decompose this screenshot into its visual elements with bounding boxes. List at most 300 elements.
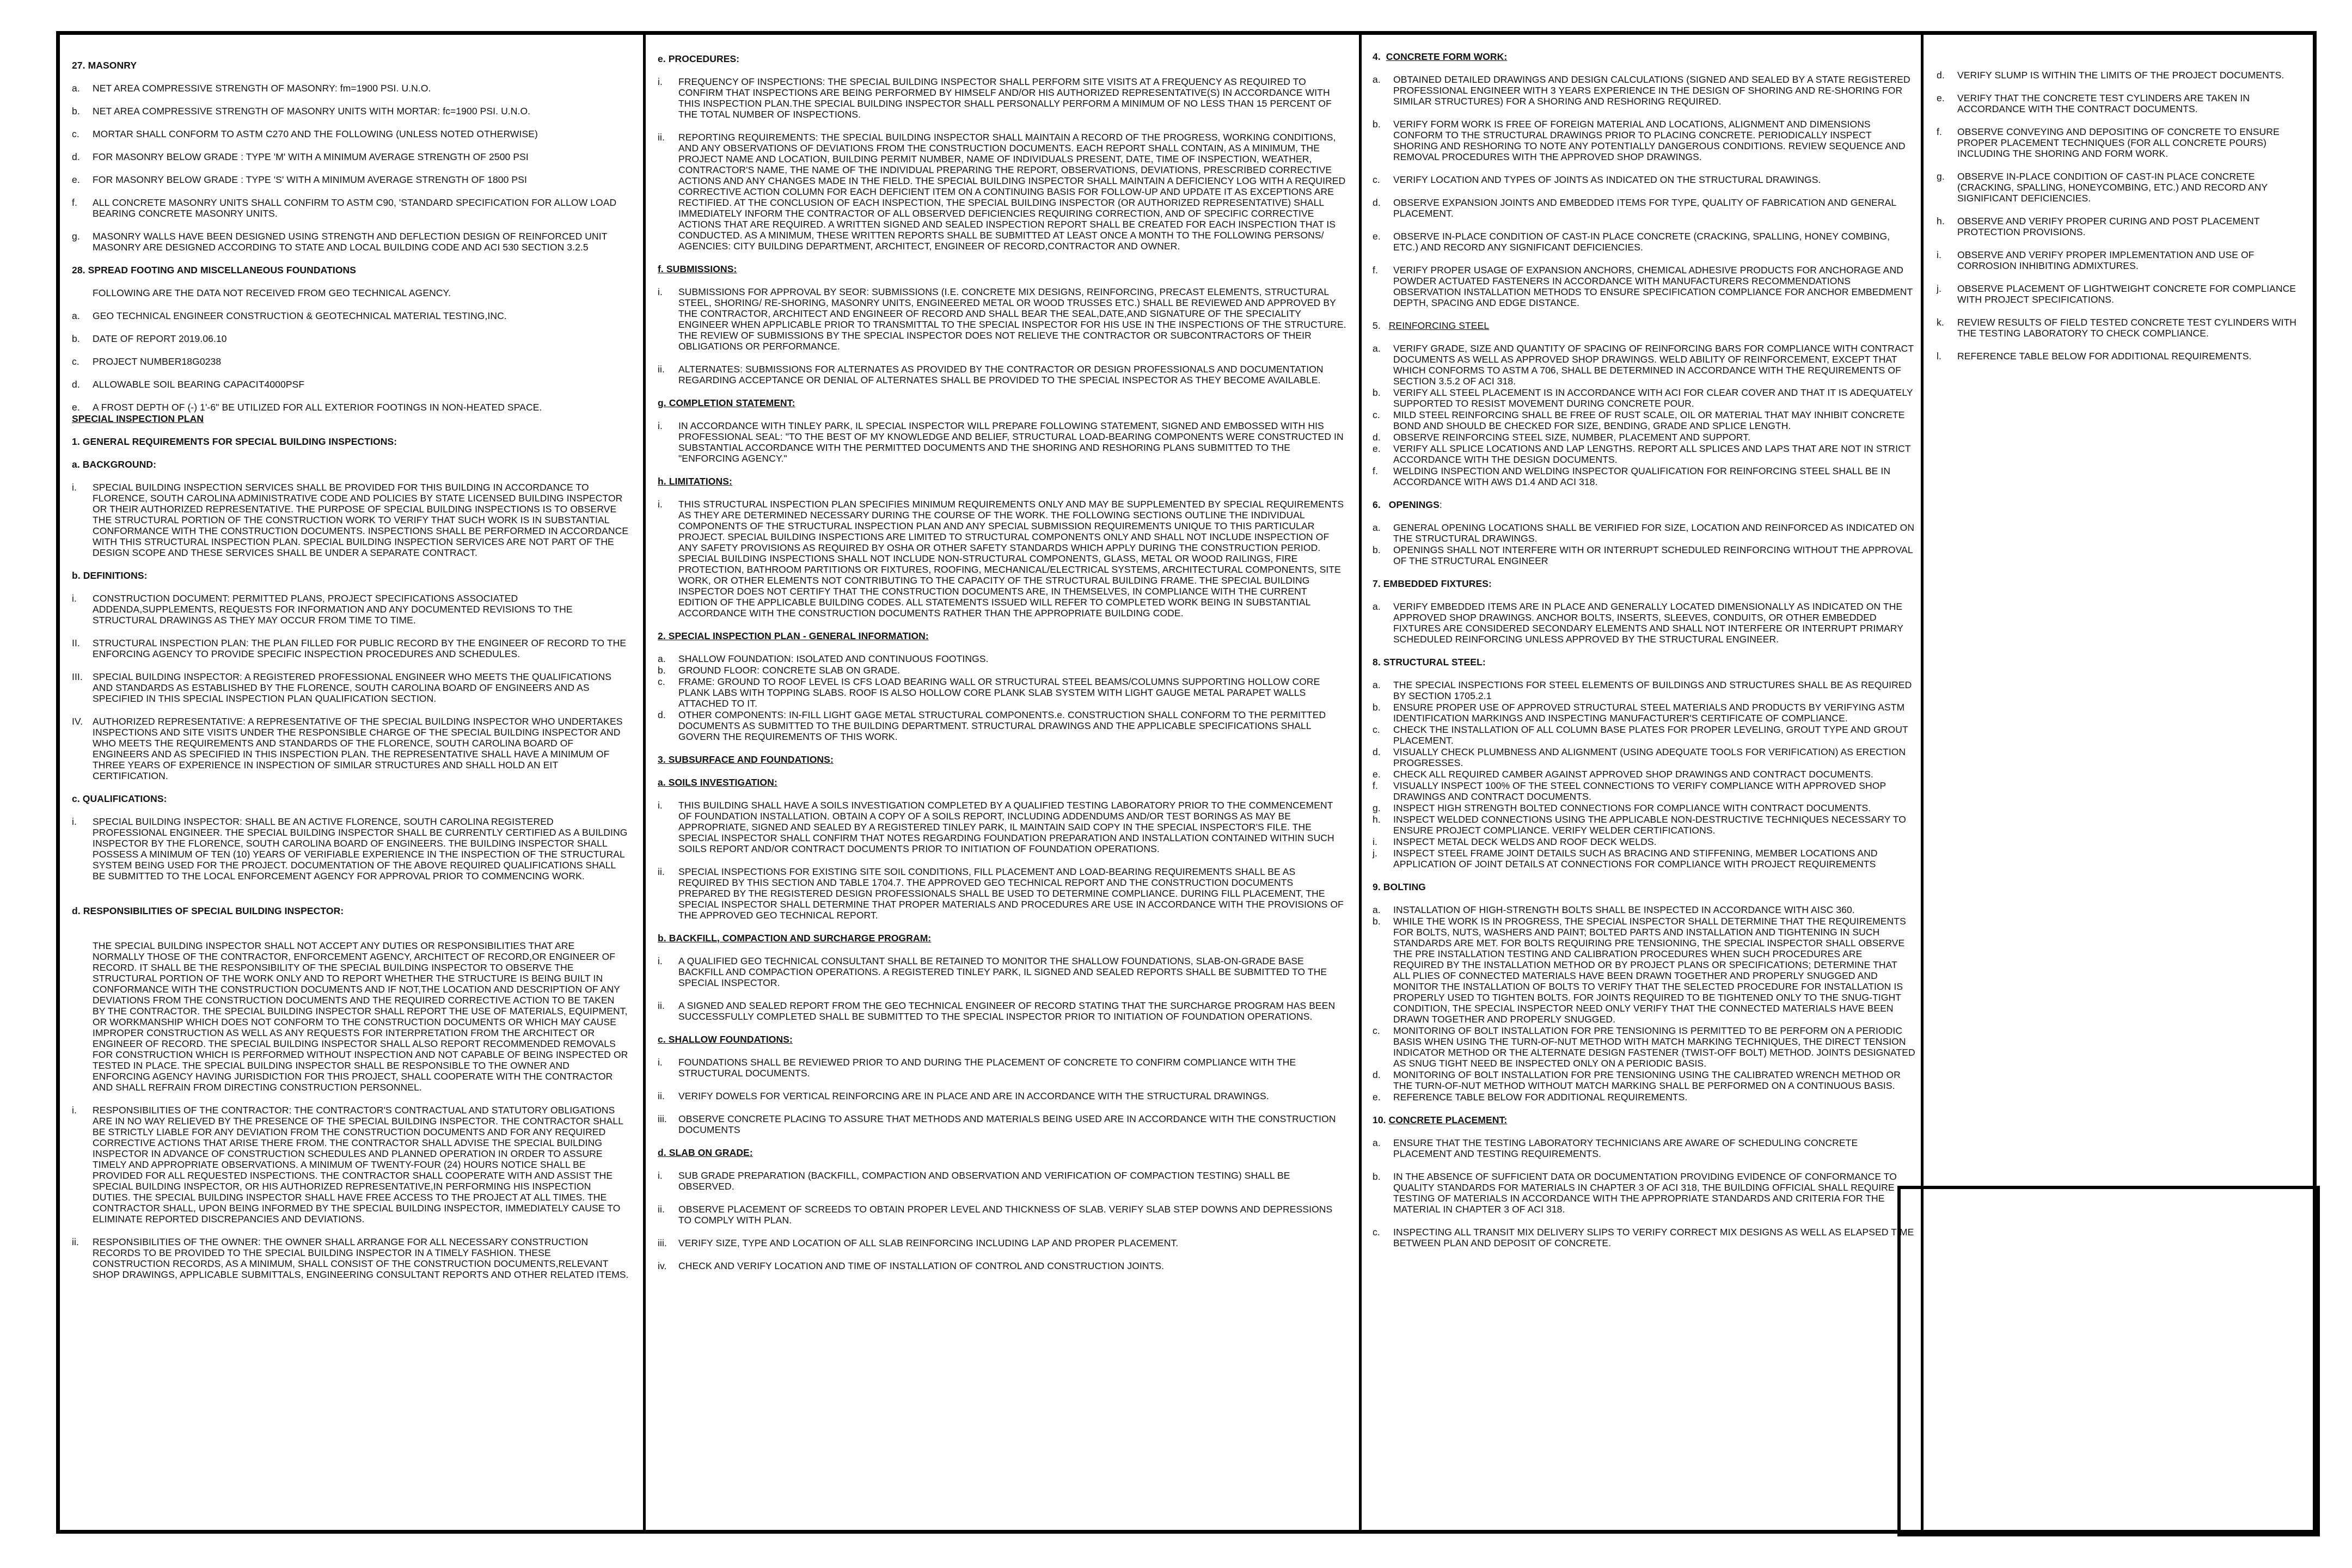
soils-list — [658, 800, 1347, 921]
list-item — [1373, 746, 1915, 768]
list-item-marker: a. — [1373, 904, 1381, 915]
list-item-marker: a. — [72, 83, 80, 94]
list-item-marker: e. — [1373, 769, 1381, 780]
notes-column-3 — [1362, 35, 1924, 1530]
list-item-text: SHALLOW FOUNDATION: ISOLATED AND CONTINUOUS FOOTINGS. — [678, 653, 989, 664]
list-item-marker: f. — [1373, 780, 1378, 791]
list-item — [658, 499, 1347, 618]
list-item-marker: e. — [1937, 93, 1945, 103]
list-item — [72, 356, 629, 367]
list-item-marker: j. — [1937, 283, 1941, 294]
list-item — [1373, 443, 1915, 465]
embedded-list — [1373, 601, 1915, 645]
qualifications-list — [72, 816, 629, 881]
list-item-text: CHECK ALL REQUIRED CAMBER AGAINST APPROVED SHOP DRAWINGS AND CONTRACT DOCUMENTS. — [1393, 769, 1873, 780]
list-item-marker: IV. — [72, 716, 83, 727]
list-item-text: REPORTING REQUIREMENTS: THE SPECIAL BUILDING INSPECTOR SHALL MAINTAIN A RECORD OF THE PROGRESS, WORKING CONDITIONS, AND ANY OBSERVATIONS OF DEVIATIONS FROM THE CONSTRUCTION DOCUMENTS. EACH REPORT SHALL CONTAIN, AS A MINIMUM, THE PROJECT NAME AND LOCATION, BUILDING PERMIT NUMBER, NAME OF INDIVIDUALS PRESENT, DATE, TIME OF INSPECTION, WEATHER, CONTRACTOR'S NAME, THE NAME OF THE INDIVIDUAL PREPARING THE REPORT, OBSERVATIONS, DEVIATIONS, PRESCRIBED CORRECTIVE ACTIONS AND ANY CHANGES MADE IN THE FIELD. THE SPECIAL BUILDING INSPECTOR SHALL MAINTAIN A DEFICIENCY LOG WITH A REQUIRED CORRECTIVE ACTION COLUMN FOR EACH DEFICIENT ITEM ON A CONTINUING BASIS FOR FOLLOW-UP AND UPDATE IT AS EXCEPTIONS ARE RECTIFIED. AT THE CONCLUSION OF EACH INSPECTION, THE SPECIAL BUILDING INSPECTOR (OR AUTHORIZED REPRESENTATIVE) SHALL IMMEDIATELY INFORM THE CONTRACTOR OF ALL OBSERVED DEFICIENCIES REQUIRING CORRECTION, AND OF SPECIFIC CORRECTIVE ACTIONS THAT ARE REQUIRED. A WRITTEN SIGNED AND SEALED INSPECTION REPORT SHALL BE CREATED FOR EACH INSPECTION THAT IS CONDUCTED. AS A MINIMUM, THESE WRITTEN REPORTS SHALL BE SUBMITTED AT LEAST ONCE A MONTH TO THE FOLLOWING PERSONS/ AGENCIES: CITY BUILDING DEPARTMENT, ARCHITECT, ENGINEER OF RECORD,CONTRACTOR AND OWNER. — [678, 132, 1346, 252]
formwork-list — [1373, 74, 1915, 308]
formwork-heading: 4. CONCRETE FORM WORK: — [1373, 51, 1508, 62]
limitations-heading: h. LIMITATIONS: — [658, 476, 732, 487]
list-item — [72, 231, 629, 253]
list-item-marker: a. — [1373, 679, 1381, 690]
list-item-text: IN ACCORDANCE WITH TINLEY PARK, IL SPECIAL INSPECTOR WILL PREPARE FOLLOWING STATEMENT, SIGNED AND EMBOSSED WITH HIS PROFESSIONAL SEAL: "TO THE BEST OF MY KNOWLEDGE AND BELIEF, STRUCTURAL LOAD-BEARING COMPONENTS WERE CONSTRUCTED IN SUBSTANTIAL ACCORDANCE WITH THE PERMITTED DOCUMENTS AND THE SHORING AND RESHORING PLANS SUBMITTED TO THE "ENFORCING AGENCY." — [678, 420, 1344, 464]
procedures-heading: e. PROCEDURES: — [658, 53, 740, 64]
list-item-text: VERIFY GRADE, SIZE AND QUANTITY OF SPACING OF REINFORCING BARS FOR COMPLIANCE WITH CONTRACT DOCUMENTS AS WELL AS APPROVED SHOP DRAWINGS. WELD ABILITY OF REINFORCEMENT, EXCEPT THAT WHICH CONFORMS TO ASTM A 706, SHALL BE DETERMINED IN ACCORDANCE WITH THE REQUIREMENTS OF SECTION 3.5.2 OF ACI 318. — [1393, 343, 1914, 387]
list-item-text: OTHER COMPONENTS: IN-FILL LIGHT GAGE METAL STRUCTURAL COMPONENTS.e. CONSTRUCTION SHALL CONFORM TO THE PERMITTED DOCUMENTS AS SUBMITTED TO THE BUILDING DEPARTMENT. STRUCTURAL DRAWINGS AND THE APPLICABLE SPECIFICATIONS SHALL GOVERN THE REQUIREMENTS OF THIS WORK. — [678, 709, 1326, 742]
list-item — [1373, 1092, 1915, 1102]
list-item-marker: b. — [72, 106, 80, 117]
list-item-marker: b. — [1373, 387, 1381, 398]
bolting-heading: 9. BOLTING — [1373, 881, 1426, 892]
list-item-marker: d. — [1373, 432, 1381, 443]
list-item — [658, 665, 1347, 676]
backfill-list — [658, 955, 1347, 1022]
list-item-text: SPECIAL BUILDING INSPECTION SERVICES SHALL BE PROVIDED FOR THIS BUILDING IN ACCORDANCE TO FLORENCE, SOUTH CAROLINA ADMINISTRATIVE CODE AND POLICIES BY STATE LICENSED BUILDING INSPECTOR OR THEIR AUTHORIZED REPRESENTATIVE. THE PURPOSE OF SPECIAL BUILDING INSPECTIONS IS TO OBSERVE THE STRUCTURAL PORTION OF THE CONSTRUCTION WORK TO VERIFY THAT SUCH WORK IS IN SUBSTANTIAL CONFORMANCE WITH THE CONSTRUCTION DOCUMENTS. INSPECTIONS SHALL BE PERFORMED IN ACCORDANCE WITH THIS STRUCTURAL INSPECTION PLAN. SPECIAL BUILDING INSPECTION SERVICES ARE NOT PART OF THE DESIGN SCOPE AND THESE SERVICES SHALL BE UNDER A SEPARATE CONTRACT. — [93, 482, 629, 558]
list-item-text: ALLOWABLE SOIL BEARING CAPACIT4000PSF — [93, 379, 305, 390]
list-item-text: WELDING INSPECTION AND WELDING INSPECTOR QUALIFICATION FOR REINFORCING STEEL SHALL BE IN ACCORDANCE WITH AWS D1.4 AND ACI 318. — [1393, 465, 1891, 487]
list-item-text: GROUND FLOOR: CONCRETE SLAB ON GRADE. — [678, 665, 901, 676]
list-item — [658, 1238, 1347, 1248]
list-item-marker: i. — [658, 1170, 663, 1181]
list-item — [72, 716, 629, 781]
list-item — [658, 132, 1347, 252]
list-item-marker: k. — [1937, 317, 1944, 328]
list-item — [72, 402, 629, 413]
list-item-text: REFERENCE TABLE BELOW FOR ADDITIONAL REQUIREMENTS. — [1957, 351, 2252, 362]
list-item — [72, 151, 629, 162]
special-inspection-plan-heading: SPECIAL INSPECTION PLAN — [72, 413, 204, 424]
list-item — [1373, 1227, 1915, 1248]
list-item-text: THIS STRUCTURAL INSPECTION PLAN SPECIFIES MINIMUM REQUIREMENTS ONLY AND MAY BE SUPPLEMENTED BY SPECIAL REQUIREMENTS AS THEY ARE DETERMINED NECESSARY DURING THE COURSE OF THE WORK. THE FOLLOWING SECTIONS OUTLINE THE INDIVIDUAL COMPONENTS OF THE STRUCTURAL INSPECTION PLAN AND ANY SPECIAL SUBMISSION REQUIREMENTS UNIQUE TO THIS PARTICULAR PROJECT. SPECIAL BUILDING INSPECTIONS ARE LIMITED TO STRUCTURAL COMPONENTS ONLY AND SHALL NOT INCLUDE INSPECTION OF ANY SAFETY PROVISIONS AS REQUIRED BY OSHA OR OTHER SAFETY STANDARDS WHICH APPLY DURING THE CONSTRUCTION PERIOD. SPECIAL BUILDING INSPECTIONS SHALL NOT INCLUDE NON-STRUCTURAL COMPONENTS, GLASS, METAL OR WOOD RAILINGS, FIRE PROTECTION, BATHROOM PARTITIONS OR FIXTURES, ROOFING, MECHANICAL/ELECTRICAL SYSTEMS, ARCHITECTURAL COMPONENTS, SITE WORK, OR OTHER ELEMENTS NOT CONTRIBUTING TO THE CAPACITY OF THE STRUCTURAL BUILDING FRAME. THE SPECIAL BUILDING INSPECTOR DOES NOT CERTIFY THAT THE CONSTRUCTION DOCUMENTS ARE, IN THEMSELVES, IN COMPLIANCE WITH THE CURRENT EDITION OF THE APPLICABLE BUILDING CODES. ALL STATEMENTS ISSUED WILL REFER TO COMPLETED WORK BEING IN SUBSTANTIAL ACCORDANCE WITH THE CONSTRUCTION DOCUMENTS RATHER THAN THE APPROPRIATE BUILDING CODE. — [678, 499, 1344, 618]
submissions-heading: f. SUBMISSIONS: — [658, 264, 737, 274]
list-item-text: VISUALLY INSPECT 100% OF THE STEEL CONNECTIONS TO VERIFY COMPLIANCE WITH APPROVED SHOP DRAWINGS AND CONTRACT DOCUMENTS. — [1393, 780, 1886, 802]
list-item — [1937, 283, 2310, 305]
list-item-text: OBSERVE IN-PLACE CONDITION OF CAST-IN PLACE CONCRETE (CRACKING, SPALLING, HONEYCOMBING, ETC.) AND RECORD ANY SIGNIFICANT DEFICIENCIES. — [1957, 171, 2268, 204]
list-item-text: FREQUENCY OF INSPECTIONS: THE SPECIAL BUILDING INSPECTOR SHALL PERFORM SITE VISITS AT A FREQUENCY AS REQUIRED TO CONFIRM THAT INSPECTIONS ARE BEING PERFORMED BY HIMSELF AND/OR HIS AUTHORIZED REPRESENTATIVE(S) IN ACCORDANCE WITH THIS INSPECTION PLAN.THE SPECIAL BUILDING INSPECTOR SHALL PERSONALLY PERFORM A MINIMUM OF NO LESS THAN 15 PERCENT OF THE TOTAL NUMBER OF INSPECTIONS. — [678, 76, 1332, 120]
list-item — [1373, 724, 1915, 746]
list-item-marker: g. — [1373, 803, 1381, 813]
list-item-marker: ii. — [72, 1236, 79, 1247]
list-item-marker: i. — [72, 593, 77, 604]
list-item-text: PROJECT NUMBER18G0238 — [93, 356, 222, 367]
list-item — [658, 709, 1347, 742]
list-item-marker: III. — [72, 671, 83, 682]
backfill-heading: b. BACKFILL, COMPACTION AND SURCHARGE PROGRAM: — [658, 933, 932, 944]
definitions-list — [72, 593, 629, 781]
list-item-text: INSTALLATION OF HIGH-STRENGTH BOLTS SHALL BE INSPECTED IN ACCORDANCE WITH AISC 360. — [1393, 904, 1855, 915]
list-item — [1373, 265, 1915, 308]
list-item — [658, 866, 1347, 921]
qualifications-heading: c. QUALIFICATIONS: — [72, 793, 167, 804]
list-item-marker: b. — [1373, 544, 1381, 555]
reinforcing-list — [1373, 343, 1915, 487]
submissions-list — [658, 286, 1347, 385]
list-item — [1373, 343, 1915, 387]
list-item-marker: i. — [1937, 249, 1941, 260]
list-item-text: FOR MASONRY BELOW GRADE : TYPE 'S' WITH A MINIMUM AVERAGE STRENGTH OF 1800 PSI — [93, 174, 527, 185]
list-item-text: THIS BUILDING SHALL HAVE A SOILS INVESTIGATION COMPLETED BY A QUALIFIED TESTING LABORATORY PRIOR TO THE COMMENCEMENT OF FOUNDATION INSTALLATION. OBTAIN A COPY OF A SOILS REPORT, INCLUDING ADDENDUMS AND/OR TEST BORINGS AS MAY BE APPROPRIATE, SIGNED AND SEALED BY A REGISTERED TINLEY PARK, IL MAINTAIN SAID COPY IN THE SPECIAL INSPECTOR'S FILE. THE SPECIAL INSPECTOR SHALL CONFIRM THAT NOTES REGARDING FOUNDATION PREPARATION AND INSTALLATION CONTAINED WITHIN SUCH SOILS REPORT AND/OR CONTRACT DOCUMENTS PRIOR TO INITIATION OF FOUNDATION OPERATIONS. — [678, 800, 1334, 854]
list-item-text: NET AREA COMPRESSIVE STRENGTH OF MASONRY UNITS WITH MORTAR: fc=1900 PSI. U.N.O. — [93, 106, 531, 117]
list-item — [72, 671, 629, 704]
list-item-marker: e. — [72, 174, 80, 185]
list-item — [658, 955, 1347, 988]
list-item — [1937, 216, 2310, 237]
list-item-marker: c. — [72, 356, 79, 367]
list-item — [658, 1000, 1347, 1022]
list-item-marker: d. — [1373, 746, 1381, 757]
list-item — [72, 83, 629, 94]
list-item-text: VISUALLY CHECK PLUMBNESS AND ALIGNMENT (USING ADEQUATE TOOLS FOR VERIFICATION) AS ERECTION PROGRESSES. — [1393, 746, 1906, 768]
list-item-marker: b. — [72, 333, 80, 344]
list-item — [1373, 544, 1915, 566]
list-item-marker: d. — [658, 709, 666, 720]
list-item-text: GENERAL OPENING LOCATIONS SHALL BE VERIFIED FOR SIZE, LOCATION AND REINFORCED AS INDICATED ON THE STRUCTURAL DRAWINGS. — [1393, 522, 1915, 544]
list-item-text: VERIFY THAT THE CONCRETE TEST CYLINDERS ARE TAKEN IN ACCORDANCE WITH THE CONTRACT DOCUMENTS. — [1957, 93, 2250, 114]
list-item-text: INSPECT STEEL FRAME JOINT DETAILS SUCH AS BRACING AND STIFFENING, MEMBER LOCATIONS AND APPLICATION OF JOINT DETAILS AT CONNECTIONS FOR COMPLIANCE WITH PROJECT REQUIREMENTS — [1393, 848, 1878, 869]
list-item-text: VERIFY PROPER USAGE OF EXPANSION ANCHORS, CHEMICAL ADHESIVE PRODUCTS FOR ANCHORAGE AND POWDER ACTUATED FASTENERS IN ACCORDANCE WITH MANUFACTURERS RECOMMENDATIONS OBSERVATION INSTALLATION METHODS TO ENSURE SPECIFICATION COMPLIANCE FOR ANCHOR EMBEDMENT DEPTH, SPACING AND EDGE DISTANCE. — [1393, 265, 1913, 308]
reinforcing-heading: 5. REINFORCING STEEL — [1373, 320, 1490, 331]
list-item — [658, 1091, 1347, 1101]
list-item-text: THE SPECIAL INSPECTIONS FOR STEEL ELEMENTS OF BUILDINGS AND STRUCTURES SHALL BE AS REQUIRED BY SECTION 1705.2.1 — [1393, 679, 1912, 701]
list-item-text: VERIFY SIZE, TYPE AND LOCATION OF ALL SLAB REINFORCING INCLUDING LAP AND PROPER PLACEMENT. — [678, 1238, 1179, 1248]
list-item-text: VERIFY EMBEDDED ITEMS ARE IN PLACE AND GENERALLY LOCATED DIMENSIONALLY AS INDICATED ON THE APPROVED SHOP DRAWINGS. ANCHOR BOLTS, INSERTS, SLEEVES, CONDUITS, OR OTHER EMBEDDED FIXTURES ARE CONSIDERED SECONDARY ELEMENTS AND SHALL NOT INTERFERE OR INTERRUPT PRIMARY SCHEDULED REINFORCING UNLESS APPROVED BY THE STRUCTURAL ENGINEER. — [1393, 601, 1903, 645]
shallow-foundations-list — [658, 1057, 1347, 1135]
list-item-marker: i. — [658, 499, 663, 510]
list-item — [1373, 814, 1915, 836]
list-item-text: MONITORING OF BOLT INSTALLATION FOR PRE TENSIONING USING THE CALIBRATED WRENCH METHOD OR THE TURN-OF-NUT METHOD WITHOUT MATCH MARKING SHALL BE PERFORMED ON A CONTINUOUS BASIS. — [1393, 1069, 1901, 1091]
list-item-marker: d. — [72, 379, 80, 390]
concrete-placement-list — [1373, 1137, 1915, 1248]
list-item-text: OBSERVE AND VERIFY PROPER IMPLEMENTATION AND USE OF CORROSION INHIBITING ADMIXTURES. — [1957, 249, 2255, 271]
list-item — [1373, 432, 1915, 443]
list-item-marker: i. — [72, 1105, 77, 1116]
list-item-text: SPECIAL BUILDING INSPECTOR: A REGISTERED PROFESSIONAL ENGINEER WHO MEETS THE QUALIFICATIONS AND STANDARDS AS ESTABLISHED BY THE FLORENCE, SOUTH CAROLINA BOARD OF ENGINEERS AND AS SPECIFIED IN THIS SPECIAL INSPECTION PLAN QUALIFICATION SECTION. — [93, 671, 611, 704]
list-item — [1373, 848, 1915, 869]
list-item-marker: c. — [1373, 174, 1380, 185]
list-item — [1373, 1025, 1915, 1069]
notes-column-1 — [60, 35, 646, 1530]
list-item-marker: b. — [1373, 702, 1381, 713]
list-item-marker: ii. — [658, 132, 665, 143]
list-item — [1937, 317, 2310, 339]
limitations-list — [658, 499, 1347, 618]
list-item-marker: a. — [72, 310, 80, 321]
list-item-marker: e. — [1373, 231, 1381, 242]
list-item — [72, 310, 629, 321]
list-item — [1937, 351, 2310, 362]
completion-list — [658, 420, 1347, 464]
list-item — [658, 653, 1347, 664]
list-item-marker: j. — [1373, 848, 1377, 859]
definitions-heading: b. DEFINITIONS: — [72, 570, 148, 581]
list-item-text: A QUALIFIED GEO TECHNICAL CONSULTANT SHALL BE RETAINED TO MONITOR THE SHALLOW FOUNDATIONS, SLAB-ON-GRADE BASE BACKFILL AND COMPACTION OPERATIONS. A REGISTERED TINLEY PARK, IL SIGNED AND SEALED REPORTS SHALL BE SUBMITTED TO THE SPECIAL INSPECTOR. — [678, 955, 1327, 988]
list-item-marker: c. — [1373, 409, 1380, 420]
list-item-text: SPECIAL BUILDING INSPECTOR: SHALL BE AN ACTIVE FLORENCE, SOUTH CAROLINA REGISTERED PROFESSIONAL ENGINEER. THE SPECIAL BUILDING INSPECTOR SHALL BE CURRENTLY CERTIFIED AS A BUILDING INSPECTOR BY THE FLORENCE, SOUTH CAROLINA BOARD OF ENGINEERS. THE BUILDING INSPECTOR SHALL POSSESS A MINIMUM OF TEN (10) YEARS OF VERIFIABLE EXPERIENCE IN THE INSPECTION OF THE STRUCTURAL SYSTEM BEING USED FOR THE PROJECT. DOCUMENTATION OF THE ABOVE REQUIRED QUALIFICATIONS SHALL BE SUBMITTED TO THE LOCAL ENFORCEMENT AGENCY FOR APPROVAL PRIOR TO COMMENCING WORK. — [93, 816, 628, 881]
list-item-text: VERIFY SLUMP IS WITHIN THE LIMITS OF THE PROJECT DOCUMENTS. — [1957, 70, 2284, 81]
list-item — [658, 1204, 1347, 1226]
list-item-text: MASONRY WALLS HAVE BEEN DESIGNED USING STRENGTH AND DEFLECTION DESIGN OF REINFORCED UNIT MASONRY ARE DESIGNED ACCORDING TO STATE AND LOCAL BUILDING CODE AND ACI 530 SECTION 3.2.5 — [93, 231, 608, 253]
list-item-marker: ii. — [658, 866, 665, 877]
list-item-marker: II. — [72, 638, 80, 648]
list-item — [1373, 174, 1915, 185]
list-item — [658, 364, 1347, 385]
list-item-text: REVIEW RESULTS OF FIELD TESTED CONCRETE TEST CYLINDERS WITH THE TESTING LABORATORY TO CHECK COMPLIANCE. — [1957, 317, 2297, 339]
list-item-marker: i. — [658, 286, 663, 297]
slab-on-grade-heading: d. SLAB ON GRADE: — [658, 1147, 753, 1158]
list-item-text: OBSERVE CONVEYING AND DEPOSITING OF CONCRETE TO ENSURE PROPER PLACEMENT TECHNIQUES (FOR ALL CONCRETE POURS) INCLUDING THE SHORING AND FORM WORK. — [1957, 126, 2280, 159]
list-item — [1937, 93, 2310, 114]
list-item — [72, 106, 629, 117]
list-item-marker: g. — [72, 231, 80, 242]
list-item-text: VERIFY ALL STEEL PLACEMENT IS IN ACCORDANCE WITH ACI FOR CLEAR COVER AND THAT IT IS ADEQUATELY SUPPORTED TO RESIST MOVEMENT DURING CONCRETE POUR. — [1393, 387, 1913, 409]
list-item — [658, 800, 1347, 854]
list-item-marker: e. — [72, 402, 80, 413]
list-item-text: INSPECT WELDED CONNECTIONS USING THE APPLICABLE NON-DESTRUCTIVE TECHNIQUES NECESSARY TO ENSURE PROJECT COMPLIANCE. VERIFY WELDER CERTIFICATIONS. — [1393, 814, 1906, 836]
list-item-marker: iii. — [658, 1238, 667, 1248]
list-item-text: INSPECT HIGH STRENGTH BOLTED CONNECTIONS FOR COMPLIANCE WITH CONTRACT DOCUMENTS. — [1393, 803, 1871, 813]
list-item-text: DATE OF REPORT 2019.06.10 — [93, 333, 227, 344]
list-item-text: ALTERNATES: SUBMISSIONS FOR ALTERNATES AS PROVIDED BY THE CONTRACTOR OR DESIGN PROFESSIONALS AND DOCUMENTATION REGARDING ACCEPTANCE OR DENIAL OF ALTERNATES SHALL BE PROVIDED TO THE SPECIAL INSPECTOR AS THEY BECOME AVAILABLE. — [678, 364, 1324, 385]
list-item — [1373, 702, 1915, 724]
list-item-marker: d. — [1937, 70, 1945, 81]
list-item-text: IN THE ABSENCE OF SUFFICIENT DATA OR DOCUMENTATION PROVIDING EVIDENCE OF CONFORMANCE TO QUALITY STANDARDS FOR MATERIALS IN CHAPTER 3 OF ACI 318, THE BUILDING OFFICIAL SHALL REQUIRE TESTING OF MATERIALS IN ACCORDANCE WITH THE APPROPRIATE STANDARDS AND CRITERIA FOR THE MATERIAL IN CHAPTER 3 OF ACI 318. — [1393, 1171, 1897, 1215]
list-item — [658, 1260, 1347, 1271]
spread-footing-list — [72, 310, 629, 413]
concrete-placement-continued-list — [1937, 70, 2310, 362]
list-item-text: INSPECT METAL DECK WELDS AND ROOF DECK WELDS. — [1393, 836, 1657, 847]
list-item — [72, 333, 629, 344]
list-item-marker: c. — [72, 128, 79, 139]
list-item — [1373, 465, 1915, 487]
list-item — [72, 128, 629, 139]
list-item-text: VERIFY FORM WORK IS FREE OF FOREIGN MATERIAL AND LOCATIONS, ALIGNMENT AND DIMENSIONS CONFORM TO THE STRUCTURAL DRAWINGS PRIOR TO PLACING CONCRETE. PERIODICALLY INSPECT SHORING AND RESHORING TO NOTE ANY POTENTIALLY DANGEROUS CONDITIONS. REVIEW SEQUENCE AND REMOVAL PROCEDURES WITH THE APPROVED SHOP DRAWINGS. — [1393, 119, 1906, 162]
list-item-marker: d. — [72, 151, 80, 162]
list-item-marker: b. — [1373, 1171, 1381, 1182]
list-item — [1373, 803, 1915, 813]
list-item — [1373, 522, 1915, 544]
list-item-text: RESPONSIBILITIES OF THE OWNER: THE OWNER SHALL ARRANGE FOR ALL NECESSARY CONSTRUCTION RECORDS TO BE PROVIDED TO THE SPECIAL BUILDING INSPECTOR IN A TIMELY FASHION. THESE CONSTRUCTION RECORDS, AS A MINIMUM, SHALL CONSIST OF THE CONSTRUCTION DOCUMENTS,RELEVANT SHOP DRAWINGS, APPLICABLE SUBMITTALS, ENGINEERING CONSULTANT REPORTS AND OTHER RELATED ITEMS. — [93, 1236, 629, 1280]
list-item-marker: b. — [1373, 119, 1381, 130]
list-item-marker: h. — [1373, 814, 1381, 825]
list-item-marker: i. — [658, 955, 663, 966]
list-item — [658, 76, 1347, 120]
list-item-text: INSPECTING ALL TRANSIT MIX DELIVERY SLIPS TO VERIFY CORRECT MIX DESIGNS AS WELL AS ELAPSED TIME BETWEEN PLAN AND DEPOSIT OF CONCRETE. — [1393, 1227, 1914, 1248]
list-item-text: ALL CONCRETE MASONRY UNITS SHALL CONFIRM TO ASTM C90, 'STANDARD SPECIFICATION FOR ALLOW LOAD BEARING CONCRETE MASONRY UNITS. — [93, 197, 617, 219]
bolting-list — [1373, 904, 1915, 1102]
list-item-text: SPECIAL INSPECTIONS FOR EXISTING SITE SOIL CONDITIONS, FILL PLACEMENT AND LOAD-BEARING REQUIREMENTS SHALL BE AS REQUIRED BY THIS SECTION AND TABLE 1704.7. THE APPROVED GEO TECHNICAL REPORT AND THE CONSTRUCTION DOCUMENTS PREPARED BY THE REGISTERED DESIGN PROFESSIONALS SHALL BE USED TO DETERMINE COMPLIANCE. DURING FILL PLACEMENT, THE SPECIAL INSPECTOR SHALL DETERMINE THAT PROPER MATERIALS AND PROCEDURES ARE USE IN ACCORDANCE WITH THE PROVISIONS OF THE APPROVED GEO TECHNICAL REPORT. — [678, 866, 1344, 921]
list-item — [658, 1170, 1347, 1192]
list-item-text: ENSURE PROPER USE OF APPROVED STRUCTURAL STEEL MATERIALS AND PRODUCTS BY VERIFYING ASTM IDENTIFICATION MARKINGS AND INSPECTING MANUFACTURER'S CERTIFICATE OF COMPLIANCE. — [1393, 702, 1905, 724]
openings-heading: 6. OPENINGS: — [1373, 499, 1442, 510]
list-item — [72, 197, 629, 219]
list-item — [1373, 197, 1915, 219]
structural-steel-heading: 8. STRUCTURAL STEEL: — [1373, 657, 1486, 667]
list-item-marker: d. — [1373, 197, 1381, 208]
sip-general-list — [658, 653, 1347, 742]
list-item — [658, 1057, 1347, 1079]
list-item-marker: ii. — [658, 1091, 665, 1101]
list-item — [658, 676, 1347, 709]
list-item — [72, 593, 629, 626]
list-item-text: OBTAINED DETAILED DRAWINGS AND DESIGN CALCULATIONS (SIGNED AND SEALED BY A STATE REGISTERED PROFESSIONAL ENGINEER WITH 3 YEARS EXPERIENCE IN THE DESIGN OF SHORING AND RE-SHORING FOR SIMILAR STRUCTURES) FOR A SHORING AND RESHORING REQUIRED. — [1393, 74, 1910, 107]
list-item-marker: b. — [1373, 916, 1381, 927]
list-item-marker: i. — [658, 800, 663, 811]
list-item — [1373, 1069, 1915, 1091]
spread-footing-heading: 28. SPREAD FOOTING AND MISCELLANEOUS FOUNDATIONS — [72, 265, 357, 275]
list-item — [1373, 74, 1915, 107]
sip-general-heading: 2. SPECIAL INSPECTION PLAN - GENERAL INFORMATION: — [658, 630, 929, 641]
list-item-text: CHECK AND VERIFY LOCATION AND TIME OF INSTALLATION OF CONTROL AND CONSTRUCTION JOINTS. — [678, 1260, 1165, 1271]
list-item-text: STRUCTURAL INSPECTION PLAN: THE PLAN FILLED FOR PUBLIC RECORD BY THE ENGINEER OF RECORD TO THE ENFORCING AGENCY TO PROVIDE SPECIFIC INSPECTION PROCEDURES AND SCHEDULES. — [93, 638, 627, 659]
list-item — [72, 174, 629, 185]
list-item — [1373, 836, 1915, 847]
list-item-text: OBSERVE PLACEMENT OF LIGHTWEIGHT CONCRETE FOR COMPLIANCE WITH PROJECT SPECIFICATIONS. — [1957, 283, 2296, 305]
list-item — [658, 1113, 1347, 1135]
responsibilities-body: THE SPECIAL BUILDING INSPECTOR SHALL NOT ACCEPT ANY DUTIES OR RESPONSIBILITIES THAT ARE NORMALLY THOSE OF THE CONTRACTOR, ENFORCEMENT AGENCY, ARCHITECT OF RECORD,OR ENGINEER OF RECORD. IT SHALL BE THE RESPONSIBILITY OF THE SPECIAL BUILDING INSPECTOR TO OBSERVE THE STRUCTURAL PORTION OF THE WORK ONLY AND TO REPORT WHETHER THE STRUCTURE IS BEING BUILT IN CONFORMANCE WITH THE CONSTRUCTION DOCUMENTS AND IF NOT,THE LOCATION AND DESCRIPTION OF ANY DEVIATIONS FROM THE CONSTRUCTION DOCUMENTS AND THE REQUIRED CORRECTIVE ACTION TO BE TAKEN BY THE CONTRACTOR. THE SPECIAL BUILDING INSPECTOR SHALL REPORT THE USE OF MATERIALS, EQUIPMENT, OR WORKMANSHIP WHICH DOES NOT CONFORM TO THE CONSTRUCTION DOCUMENTS OR WHICH MAY CAUSE IMPROPER CONSTRUCTION AS WELL AS ANY REQUESTS FOR INTERPRETATION FROM THE ARCHITECT OR ENGINEER OF RECORD. THE SPECIAL BUILDING INSPECTOR SHALL ALSO REPORT RECOMMENDED REMOVALS FOR CONSTRUCTION WHICH IS PERFORMED WITHOUT INSPECTION AND NOT CAPABLE OF BEING INSPECTED OR TESTED IN PLACE. THE SPECIAL BUILDING INSPECTOR SHALL BE RESPONSIBLE TO THE OWNER AND ENFORCING AGENCY HAVING JURISDICTION FOR THIS PROJECT, SHALL COOPERATE WITH THE CONTRACTOR AND SHALL REFRAIN FROM DIRECTING CONSTRUCTION PERSONNEL. — [93, 940, 628, 1093]
list-item-text: CHECK THE INSTALLATION OF ALL COLUMN BASE PLATES FOR PROPER LEVELING, GROUT TYPE AND GROUT PLACEMENT. — [1393, 724, 1908, 746]
list-item-marker: i. — [658, 1057, 663, 1068]
completion-heading: g. COMPLETION STATEMENT: — [658, 397, 795, 408]
list-item-text: VERIFY ALL SPLICE LOCATIONS AND LAP LENGTHS. REPORT ALL SPLICES AND LAPS THAT ARE NOT IN STRICT ACCORDANCE WITH THE DESIGN DOCUMENTS. — [1393, 443, 1911, 465]
list-item-text: MILD STEEL REINFORCING SHALL BE FREE OF RUST SCALE, OIL OR MATERIAL THAT MAY INHIBIT CONCRETE BOND AND SHOULD BE CHECKED FOR SIZE, BENDING, GRADE AND SPLICE LENGTH. — [1393, 409, 1905, 431]
general-requirements-heading: 1. GENERAL REQUIREMENTS FOR SPECIAL BUILDING INSPECTIONS: — [72, 436, 397, 447]
list-item-marker: e. — [1373, 1092, 1381, 1102]
list-item-marker: l. — [1937, 351, 1941, 362]
list-item — [1373, 409, 1915, 431]
list-item — [1373, 231, 1915, 253]
list-item — [1373, 387, 1915, 409]
list-item — [1373, 1137, 1915, 1159]
list-item-marker: iii. — [658, 1113, 667, 1124]
list-item-text: GEO TECHNICAL ENGINEER CONSTRUCTION & GEOTECHNICAL MATERIAL TESTING,INC. — [93, 310, 507, 321]
list-item-marker: a. — [1373, 601, 1381, 612]
shallow-foundations-heading: c. SHALLOW FOUNDATIONS: — [658, 1034, 793, 1045]
list-item-marker: f. — [1373, 265, 1378, 275]
notes-column-2 — [646, 35, 1362, 1530]
list-item-text: SUB GRADE PREPARATION (BACKFILL, COMPACTION AND OBSERVATION AND VERIFICATION OF COMPACTION TESTING) SHALL BE OBSERVED. — [678, 1170, 1290, 1192]
list-item-text: OBSERVE PLACEMENT OF SCREEDS TO OBTAIN PROPER LEVEL AND THICKNESS OF SLAB. VERIFY SLAB STEP DOWNS AND DEPRESSIONS TO COMPLY WITH PLAN. — [678, 1204, 1333, 1226]
list-item-text: FOUNDATIONS SHALL BE REVIEWED PRIOR TO AND DURING THE PLACEMENT OF CONCRETE TO CONFIRM COMPLIANCE WITH THE STRUCTURAL DOCUMENTS. — [678, 1057, 1296, 1079]
list-item — [72, 816, 629, 881]
list-item-marker: ii. — [658, 1000, 665, 1011]
list-item-marker: i. — [658, 76, 663, 87]
soils-heading: a. SOILS INVESTIGATION: — [658, 777, 777, 788]
list-item-marker: e. — [1373, 443, 1381, 454]
list-item-text: VERIFY DOWELS FOR VERTICAL REINFORCING ARE IN PLACE AND ARE IN ACCORDANCE WITH THE STRUCTURAL DRAWINGS. — [678, 1091, 1269, 1101]
list-item — [1373, 780, 1915, 802]
list-item — [1937, 70, 2310, 81]
list-item-text: OBSERVE EXPANSION JOINTS AND EMBEDDED ITEMS FOR TYPE, QUALITY OF FABRICATION AND GENERAL PLACEMENT. — [1393, 197, 1896, 219]
structural-steel-list — [1373, 679, 1915, 869]
list-item-marker: f. — [1373, 465, 1378, 476]
list-item — [72, 1236, 629, 1280]
list-item-marker: ii. — [658, 1204, 665, 1215]
list-item-marker: i. — [1373, 836, 1377, 847]
list-item-text: FOR MASONRY BELOW GRADE : TYPE 'M' WITH A MINIMUM AVERAGE STRENGTH OF 2500 PSI — [93, 151, 529, 162]
subsurface-heading: 3. SUBSURFACE AND FOUNDATIONS: — [658, 754, 834, 765]
list-item-marker: c. — [1373, 724, 1380, 735]
list-item-text: SUBMISSIONS FOR APPROVAL BY SEOR: SUBMISSIONS (I.E. CONCRETE MIX DESIGNS, REINFORCING, PRECAST ELEMENTS, STRUCTURAL STEEL, SHORING/ RE-SHORING, MASONRY UNITS, ENGINEERED METAL OR WOOD TRUSSES ETC.) SHALL BE REVIEWED AND APPROVED BY THE CONTRACTOR, ARCHITECT AND ENGINEER OF RECORD AND SHALL BEAR THE SEAL,DATE,AND SIGNATURE OF THE SPECIALITY ENGINEER WHEN APPLICABLE PRIOR TO TRANSMITTAL TO THE SPECIAL INSPECTOR FOR HIS USE IN THE INSPECTIONS OF THE STRUCTURE. THE REVIEW OF SUBMISSIONS BY THE SPECIAL INSPECTOR DOES NOT RELIEVE THE CONTRACTOR OR SUBCONTRACTORS OF THEIR OBLIGATIONS OR PERFORMANCE. — [678, 286, 1346, 352]
list-item — [72, 482, 629, 558]
list-item-text: MORTAR SHALL CONFORM TO ASTM C270 AND THE FOLLOWING (UNLESS NOTED OTHERWISE) — [93, 128, 538, 139]
list-item-marker: c. — [1373, 1025, 1380, 1036]
background-list — [72, 482, 629, 558]
list-item — [1937, 126, 2310, 159]
list-item-marker: a. — [658, 653, 666, 664]
list-item-text: OBSERVE REINFORCING STEEL SIZE, NUMBER, PLACEMENT AND SUPPORT. — [1393, 432, 1751, 443]
procedures-list — [658, 76, 1347, 252]
list-item-text: VERIFY LOCATION AND TYPES OF JOINTS AS INDICATED ON THE STRUCTURAL DRAWINGS. — [1393, 174, 1821, 185]
list-item — [1937, 171, 2310, 204]
list-item-marker: f. — [72, 197, 77, 208]
masonry-heading: 27. MASONRY — [72, 60, 137, 71]
list-item — [1373, 916, 1915, 1025]
list-item — [658, 286, 1347, 352]
list-item — [72, 1105, 629, 1224]
list-item — [1937, 249, 2310, 271]
list-item-text: MONITORING OF BOLT INSTALLATION FOR PRE TENSIONING IS PERMITTED TO BE PERFORM ON A PERIODIC BASIS WHEN USING THE TURN-OF-NUT METHOD WITH MATCH MARKING TECHNIQUES, THE DIRECT TENSION INDICATOR METHOD OR THE ALTERNATE DESIGN FASTENER (TWIST-OFF BOLT) METHOD. JOINTS DESIGNATED AS SNUG TIGHT NEED BE INSPECTED ONLY ON A PERIODIC BASIS. — [1393, 1025, 1915, 1069]
list-item — [72, 379, 629, 390]
list-item-marker: i. — [72, 482, 77, 493]
list-item-text: A SIGNED AND SEALED REPORT FROM THE GEO TECHNICAL ENGINEER OF RECORD STATING THAT THE SURCHARGE PROGRAM HAS BEEN SUCCESSFULLY COMPLETED SHALL BE SUBMITTED TO THE SPECIAL INSPECTOR PRIOR TO INITIATION OF FOUNDATION OPERATIONS. — [678, 1000, 1336, 1022]
openings-list — [1373, 522, 1915, 566]
list-item-text: OBSERVE CONCRETE PLACING TO ASSURE THAT METHODS AND MATERIALS BEING USED ARE IN ACCORDANCE WITH THE CONSTRUCTION DOCUMENTS — [678, 1113, 1336, 1135]
masonry-list — [72, 83, 629, 253]
background-heading: a. BACKGROUND: — [72, 459, 157, 470]
responsibilities-heading: d. RESPONSIBILITIES OF SPECIAL BUILDING INSPECTOR: — [72, 905, 344, 916]
list-item-text: OBSERVE IN-PLACE CONDITION OF CAST-IN PLACE CONCRETE (CRACKING, SPALLING, HONEY COMBING, ETC.) AND RECORD ANY SIGNIFICANT DEFICIENCIES. — [1393, 231, 1890, 253]
list-item-text: NET AREA COMPRESSIVE STRENGTH OF MASONRY: fm=1900 PSI. U.N.O. — [93, 83, 431, 94]
list-item — [1373, 119, 1915, 162]
list-item-marker: i. — [658, 420, 663, 431]
list-item-marker: d. — [1373, 1069, 1381, 1080]
list-item-marker: c. — [1373, 1227, 1380, 1238]
list-item-marker: f. — [1937, 126, 1942, 137]
list-item-marker: a. — [1373, 74, 1381, 85]
list-item-marker: iv. — [658, 1260, 667, 1271]
list-item-marker: a. — [1373, 522, 1381, 533]
list-item-marker: ii. — [658, 364, 665, 375]
list-item — [1373, 904, 1915, 915]
list-item — [1373, 679, 1915, 701]
spread-footing-intro: FOLLOWING ARE THE DATA NOT RECEIVED FROM GEO TECHNICAL AGENCY. — [93, 287, 451, 298]
list-item-text: ENSURE THAT THE TESTING LABORATORY TECHNICIANS ARE AWARE OF SCHEDULING CONCRETE PLACEMENT AND TESTING REQUIREMENTS. — [1393, 1137, 1858, 1159]
title-block-frame — [1897, 1186, 2320, 1536]
list-item — [1373, 769, 1915, 780]
list-item-text: WHILE THE WORK IS IN PROGRESS, THE SPECIAL INSPECTOR SHALL DETERMINE THAT THE REQUIREMENTS FOR BOLTS, NUTS, WASHERS AND PAINT; BOLTED PARTS AND INSTALLATION AND TIGHTENING IN SUCH STANDARDS ARE MET. FOR BOLTS REQUIRING PRE TENSIONING, THE SPECIAL INSPECTOR SHALL OBSERVE THE PRE INSTALLATION TESTING AND CALIBRATION PROCEDURES WHEN SUCH PROCEDURES ARE REQUIRED BY THE INSTALLATION METHOD OR BY PROJECT PLANS OR SPECIFICATIONS; DETERMINE THAT ALL PLIES OF CONNECTED MATERIALS HAVE BEEN DRAWN TOGETHER AND PROPERLY SNUGGED AND MONITOR THE INSTALLATION OF BOLTS TO VERIFY THAT THE SELECTED PROCEDURE FOR INSTALLATION IS PROPERLY USED TO TIGHTEN BOLTS. FOR JOINTS REQUIRED TO BE TIGHTENED ONLY TO THE SNUG-TIGHT CONDITION, THE SPECIAL INSPECTOR NEED ONLY VERIFY THAT THE CONNECTED MATERIALS HAVE BEEN DRAWN TOGETHER AND PROPERLY SNUGGED. — [1393, 916, 1906, 1025]
list-item-marker: a. — [1373, 343, 1381, 354]
list-item — [1373, 1171, 1915, 1215]
embedded-heading: 7. EMBEDDED FIXTURES: — [1373, 578, 1492, 589]
list-item-text: A FROST DEPTH OF (-) 1'-6" BE UTILIZED FOR ALL EXTERIOR FOOTINGS IN NON-HEATED SPACE. — [93, 402, 542, 413]
list-item-marker: a. — [1373, 1137, 1381, 1148]
list-item-marker: h. — [1937, 216, 1945, 226]
list-item-text: RESPONSIBILITIES OF THE CONTRACTOR: THE CONTRACTOR'S CONTRACTUAL AND STATUTORY OBLIGATIONS ARE IN NO WAY RELIEVED BY THE PRESENCE OF THE SPECIAL BUILDING INSPECTOR. THE CONTRACTOR SHALL BE STRICTLY LIABLE FOR ANY DEVIATION FROM THE CONSTRUCTION DOCUMENTS AND FOR ANY REQUIRED CORRECTIVE ACTIONS THAT ARISE THERE FROM. THE CONTRACTOR SHALL ADVISE THE SPECIAL BUILDING INSPECTOR IN ADVANCE OF CONSTRUCTION SCHEDULES AND PLANNED OPERATION IN ORDER TO ASSURE TIMELY AND APPROPRIATE OBSERVATIONS. A MINIMUM OF TWENTY-FOUR (24) HOURS NOTICE SHALL BE PROVIDED FOR ALL REQUESTED INSPECTIONS. THE CONTRACTOR SHALL COOPERATE WITH AND ASSIST THE SPECIAL BUILDING INSPECTOR, OR HIS AUTHORIZED REPRESENTATIVE,IN PERFORMING HIS INSPECTION DUTIES. THE SPECIAL BUILDING INSPECTOR SHALL HAVE FREE ACCESS TO THE PROJECT AT ALL TIMES. THE CONTRACTOR SHALL, UPON BEING INFORMED BY THE SPECIAL BUILDING INSPECTOR, IMMEDIATELY CAUSE TO ELIMINATE REPORTED DISCREPANCIES AND DEVIATIONS. — [93, 1105, 623, 1224]
list-item-text: FRAME: GROUND TO ROOF LEVEL IS CFS LOAD BEARING WALL OR STRUCTURAL STEEL BEAMS/COLUMNS SUPPORTING HOLLOW CORE PLANK LABS WITH TOPPING SLABS. ROOF IS ALSO HOLLOW CORE PLANK SLAB SYSTEM WITH LIGHT GAUGE METAL PARAPET WALLS ATTACHED TO IT. — [678, 676, 1320, 709]
responsibilities-list — [72, 1105, 629, 1280]
list-item-text: OPENINGS SHALL NOT INTERFERE WITH OR INTERRUPT SCHEDULED REINFORCING WITHOUT THE APPROVAL OF THE STRUCTURAL ENGINEER — [1393, 544, 1913, 566]
list-item-text: OBSERVE AND VERIFY PROPER CURING AND POST PLACEMENT PROTECTION PROVISIONS. — [1957, 216, 2260, 237]
list-item-marker: g. — [1937, 171, 1945, 182]
list-item — [1373, 601, 1915, 645]
list-item-text: REFERENCE TABLE BELOW FOR ADDITIONAL REQUIREMENTS. — [1393, 1092, 1688, 1102]
list-item-marker: i. — [72, 816, 77, 827]
list-item — [72, 638, 629, 659]
slab-on-grade-list — [658, 1170, 1347, 1271]
list-item — [658, 420, 1347, 464]
list-item-text: CONSTRUCTION DOCUMENT: PERMITTED PLANS, PROJECT SPECIFICATIONS ASSOCIATED ADDENDA,SUPPLEMENTS, REQUESTS FOR INFORMATION AND ANY DOCUMENTED REVISIONS TO THE STRUCTURAL DRAWINGS AS THEY MAY OCCUR FROM TIME TO TIME. — [93, 593, 573, 626]
list-item-text: AUTHORIZED REPRESENTATIVE: A REPRESENTATIVE OF THE SPECIAL BUILDING INSPECTOR WHO UNDERTAKES INSPECTIONS AND SITE VISITS UNDER THE RESPONSIBLE CHARGE OF THE SPECIAL BUILDING INSPECTOR AND WHO MEETS THE REQUIREMENTS AND STANDARDS OF THE FLORENCE, SOUTH CAROLINA BOARD OF ENGINEERS AND AS SPECIFIED IN THIS INSPECTION PLAN. THE REPRESENTATIVE SHALL HAVE A MINIMUM OF THREE YEARS OF EXPERIENCE IN INSPECTION OF SIMILAR STRUCTURES AND SHALL HOLD AN EIT CERTIFICATION. — [93, 716, 623, 781]
